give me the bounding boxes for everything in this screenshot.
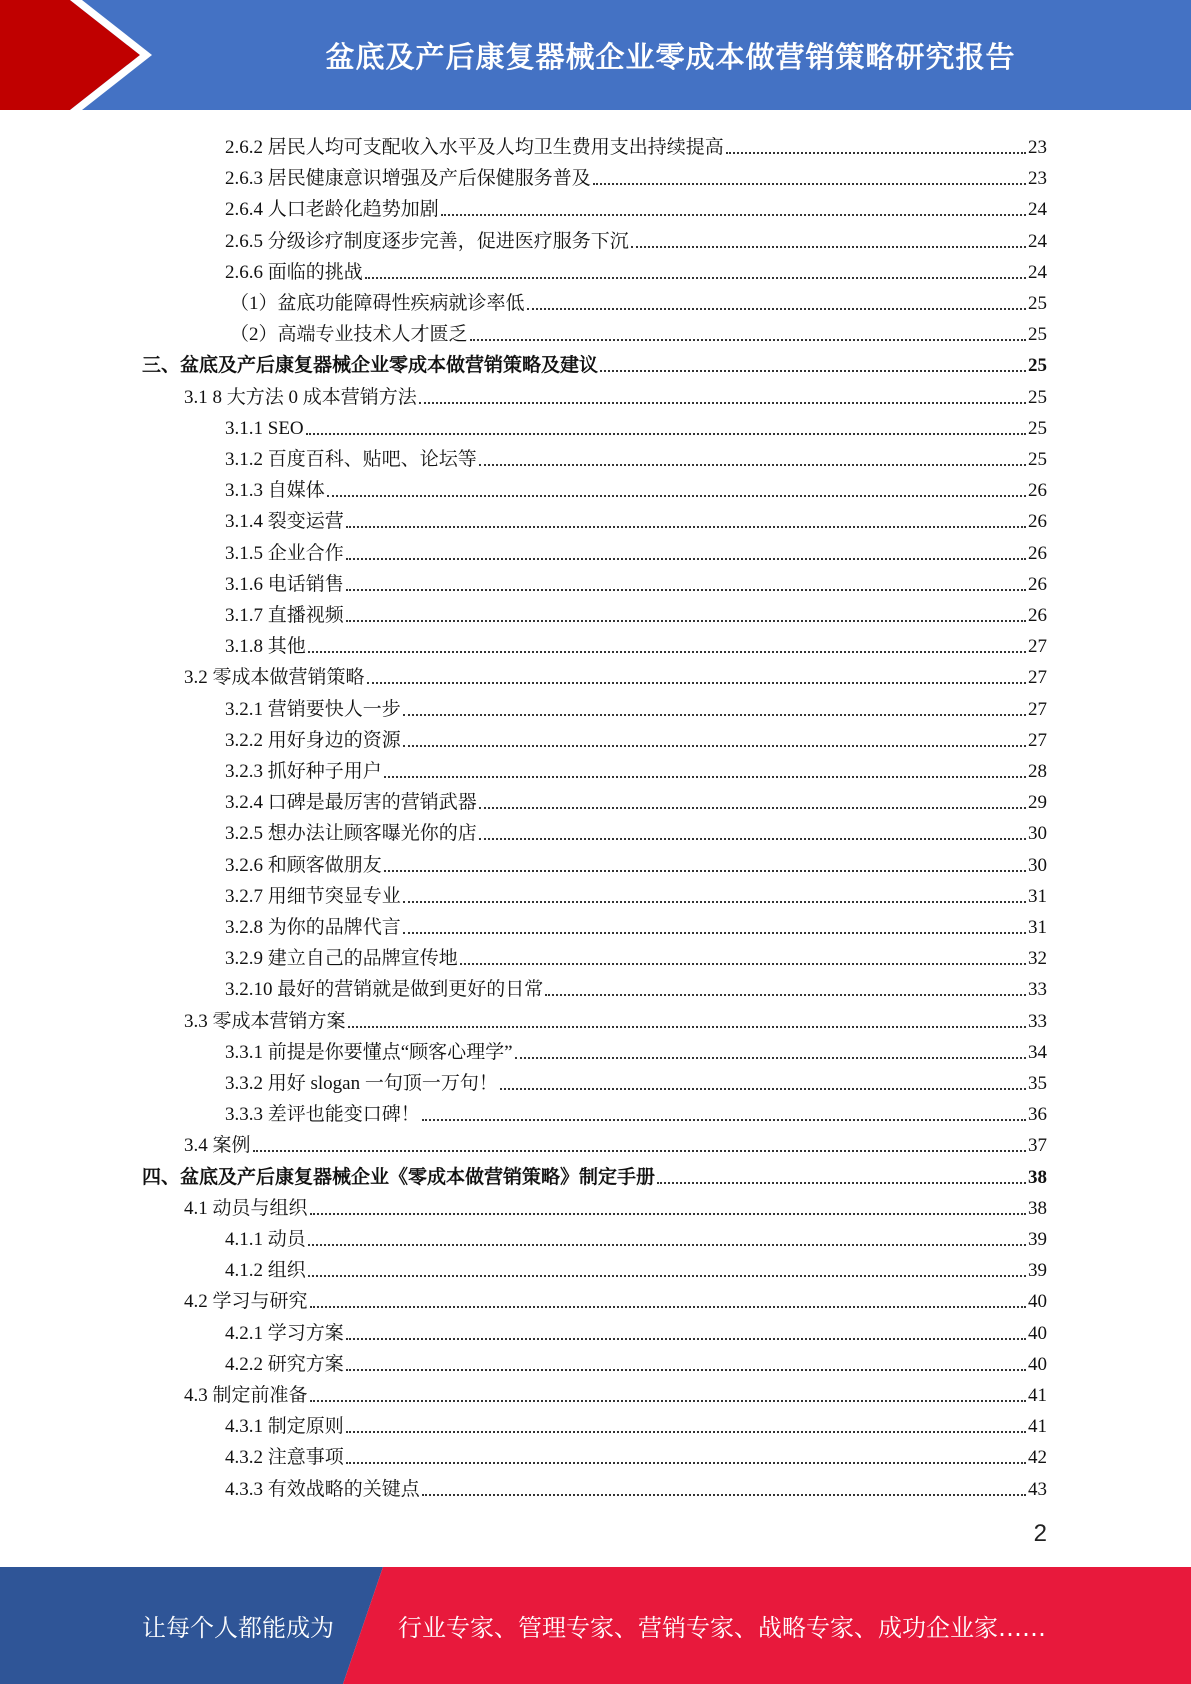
toc-entry[interactable] xyxy=(225,1220,1047,1251)
toc-entry-label: 4.1 动员与组织 xyxy=(184,1197,308,1219)
toc-leader-dots xyxy=(479,838,1026,840)
toc-entry-label: 3.3.2 用好 slogan 一句顶一万句！ xyxy=(225,1073,498,1094)
toc-leader-dots xyxy=(308,1275,1026,1277)
toc-entry-page: 24 xyxy=(1028,199,1047,221)
toc-entry-page: 26 xyxy=(1028,605,1047,626)
toc-entry-page: 34 xyxy=(1028,1041,1047,1063)
toc-entry-label: 3.3.3 差评也能变口碑！ xyxy=(225,1104,420,1126)
toc-entry[interactable] xyxy=(225,253,1047,284)
toc-leader-dots xyxy=(403,745,1026,747)
toc-entry[interactable] xyxy=(225,908,1047,939)
toc-entry[interactable] xyxy=(184,1126,1047,1157)
toc-entry[interactable] xyxy=(184,1189,1047,1220)
toc-leader-dots xyxy=(253,1150,1026,1152)
toc-leader-dots xyxy=(470,339,1026,341)
toc-entry[interactable] xyxy=(225,596,1047,627)
toc-entry[interactable] xyxy=(184,1282,1047,1313)
toc-entry[interactable] xyxy=(225,1470,1047,1501)
toc-entry-page: 32 xyxy=(1028,948,1047,970)
toc-entry-page: 26 xyxy=(1028,511,1047,533)
toc-entry[interactable] xyxy=(225,627,1047,658)
toc-entry-label: 3.3 零成本营销方案 xyxy=(184,1010,346,1032)
toc-entry[interactable] xyxy=(225,502,1047,533)
toc-entry[interactable] xyxy=(184,378,1047,409)
toc-entry[interactable] xyxy=(225,939,1047,970)
toc-entry-label: 3.2.1 营销要快人一步 xyxy=(225,698,401,720)
toc-entry-page: 27 xyxy=(1028,698,1047,720)
toc-entry-page: 40 xyxy=(1028,1322,1047,1344)
toc-leader-dots xyxy=(500,1088,1026,1090)
toc-entry-label: 3.2.3 抓好种子用户 xyxy=(225,761,382,782)
toc-entry-label: 3.1.3 自媒体 xyxy=(225,480,325,502)
toc-leader-dots xyxy=(310,1400,1026,1402)
page-number: 2 xyxy=(1033,1520,1047,1547)
toc-entry-label: 3.2 零成本做营销策略 xyxy=(184,667,365,689)
toc-entry-label: 3.1.4 裂变运营 xyxy=(225,511,344,533)
toc-entry[interactable] xyxy=(225,565,1047,596)
toc-entry-label: 2.6.3 居民健康意识增强及产后保健服务普及 xyxy=(225,168,591,190)
toc-entry-page: 23 xyxy=(1028,168,1047,190)
toc-leader-dots xyxy=(310,1306,1026,1308)
page-header xyxy=(0,0,1191,110)
toc-entry[interactable] xyxy=(225,190,1047,221)
toc-entry-label: 3.2.7 用细节突显专业 xyxy=(225,885,401,907)
toc-entry[interactable] xyxy=(184,1376,1047,1407)
toc-leader-dots xyxy=(346,589,1026,591)
toc-entry-label: 3.1.2 百度百科、贴吧、论坛等 xyxy=(225,449,477,470)
toc-leader-dots xyxy=(403,932,1026,934)
toc-entry[interactable] xyxy=(225,752,1047,783)
toc-entry[interactable] xyxy=(225,1438,1047,1469)
toc-entry-label: 4.3 制定前准备 xyxy=(184,1385,308,1406)
toc-entry-page: 29 xyxy=(1028,792,1047,814)
toc-entry-label: 3.1.7 直播视频 xyxy=(225,605,344,626)
toc-entry-page: 35 xyxy=(1028,1073,1047,1094)
toc-leader-dots xyxy=(631,246,1026,248)
toc-entry[interactable] xyxy=(225,1407,1047,1438)
toc-entry-label: 四、盆底及产后康复器械企业《零成本做营销策略》制定手册 xyxy=(142,1166,656,1188)
toc-entry[interactable] xyxy=(225,721,1047,752)
toc-entry-label: 4.2.2 研究方案 xyxy=(225,1353,344,1375)
toc-leader-dots xyxy=(346,1431,1026,1433)
toc-entry[interactable] xyxy=(225,846,1047,877)
toc-leader-dots xyxy=(346,1462,1026,1464)
toc-leader-dots xyxy=(419,402,1026,404)
toc-entry-page: 31 xyxy=(1028,885,1047,907)
toc-leader-dots xyxy=(515,1057,1026,1059)
toc-leader-dots xyxy=(346,1369,1026,1371)
toc-entry-page: 25 xyxy=(1028,293,1047,314)
toc-entry[interactable] xyxy=(225,1095,1047,1126)
toc-entry-page: 41 xyxy=(1028,1416,1047,1438)
toc-leader-dots xyxy=(306,433,1026,435)
toc-leader-dots xyxy=(346,558,1026,560)
toc-leader-dots xyxy=(384,776,1026,778)
toc-entry-page: 31 xyxy=(1028,917,1047,938)
toc-entry-label: 4.2 学习与研究 xyxy=(184,1291,308,1313)
toc-entry-page: 38 xyxy=(1028,1197,1047,1219)
toc-entry-label: （2）高端专业技术人才匮乏 xyxy=(230,324,468,346)
toc-entry-label: 3.2.8 为你的品牌代言 xyxy=(225,917,401,938)
toc-entry-label: 3.1.8 其他 xyxy=(225,636,306,658)
toc-entry-page: 26 xyxy=(1028,542,1047,564)
toc-entry-page: 39 xyxy=(1028,1229,1047,1250)
toc-leader-dots xyxy=(384,870,1026,872)
toc-entry-label: 3.2.6 和顾客做朋友 xyxy=(225,854,382,876)
toc-entry-label: 3.1.5 企业合作 xyxy=(225,542,344,564)
toc-entry-page: 25 xyxy=(1028,449,1047,470)
toc-leader-dots xyxy=(479,464,1026,466)
toc-entry-page: 25 xyxy=(1028,417,1047,439)
toc-entry-label: 4.3.1 制定原则 xyxy=(225,1416,344,1438)
toc-entry-label: 4.1.1 动员 xyxy=(225,1229,306,1250)
toc-entry-page: 40 xyxy=(1028,1353,1047,1375)
toc-entry-label: 3.3.1 前提是你要懂点“顾客心理学” xyxy=(225,1041,513,1063)
toc-leader-dots xyxy=(545,994,1026,996)
toc-leader-dots xyxy=(460,963,1026,965)
toc-entry-label: 2.6.6 面临的挑战 xyxy=(225,261,363,283)
toc-entry-label: 3.2.5 想办法让顾客曝光你的店 xyxy=(225,823,477,845)
toc-entry-page: 42 xyxy=(1028,1447,1047,1469)
toc-entry-page: 26 xyxy=(1028,480,1047,502)
toc-entry[interactable] xyxy=(225,159,1047,190)
toc-leader-dots xyxy=(422,1494,1026,1496)
toc-leader-dots xyxy=(346,620,1026,622)
toc-entry[interactable] xyxy=(230,315,1047,346)
toc-entry-page: 27 xyxy=(1028,667,1047,689)
toc-entry[interactable] xyxy=(184,658,1047,689)
toc-entry-label: 三、盆底及产后康复器械企业零成本做营销策略及建议 xyxy=(142,355,599,377)
header-title: 盆底及产后康复器械企业零成本做营销策略研究报告 xyxy=(325,39,1016,74)
toc-entry-page: 30 xyxy=(1028,854,1047,876)
toc-leader-dots xyxy=(348,1026,1026,1028)
toc-leader-dots xyxy=(441,214,1026,216)
toc-entry-page: 38 xyxy=(1028,1166,1047,1188)
footer-slogan-left: 让每个人都能成为 xyxy=(142,1614,334,1642)
toc-entry-label: （1）盆底功能障碍性疾病就诊率低 xyxy=(230,293,525,314)
toc-entry-page: 39 xyxy=(1028,1260,1047,1282)
toc-entry[interactable] xyxy=(225,1345,1047,1376)
toc-entry[interactable] xyxy=(225,877,1047,908)
toc-entry[interactable] xyxy=(225,471,1047,502)
toc-entry-label: 3.2.4 口碑是最厉害的营销武器 xyxy=(225,792,477,814)
toc-leader-dots xyxy=(422,1119,1026,1121)
page-footer xyxy=(0,1567,1191,1684)
toc-entry[interactable] xyxy=(225,222,1047,253)
toc-entry-label: 3.1.6 电话销售 xyxy=(225,573,344,595)
toc-entry-label: 3.2.2 用好身边的资源 xyxy=(225,729,401,751)
toc-entry-label: 3.1 8 大方法 0 成本营销方法 xyxy=(184,386,417,408)
toc-entry-label: 3.2.10 最好的营销就是做到更好的日常 xyxy=(225,979,544,1001)
toc-entry[interactable] xyxy=(225,1314,1047,1345)
toc-entry-page: 24 xyxy=(1028,261,1047,283)
toc-leader-dots xyxy=(365,277,1026,279)
toc-entry[interactable] xyxy=(225,1251,1047,1282)
toc-entry[interactable] xyxy=(225,409,1047,440)
toc-leader-dots xyxy=(403,714,1026,716)
toc-entry[interactable] xyxy=(225,1033,1047,1064)
toc-entry-page: 41 xyxy=(1028,1385,1047,1406)
toc-entry[interactable] xyxy=(225,970,1047,1001)
toc-leader-dots xyxy=(403,901,1026,903)
toc-leader-dots xyxy=(310,1213,1026,1215)
toc-entry-page: 28 xyxy=(1028,761,1047,782)
toc-entry-page: 25 xyxy=(1028,355,1047,377)
toc-entry-label: 4.3.3 有效战略的关键点 xyxy=(225,1478,420,1500)
toc-entry[interactable] xyxy=(225,814,1047,845)
toc-entry[interactable] xyxy=(225,783,1047,814)
toc-entry[interactable] xyxy=(225,440,1047,471)
toc-entry-page: 27 xyxy=(1028,729,1047,751)
toc-leader-dots xyxy=(346,1338,1026,1340)
toc-entry-label: 2.6.4 人口老龄化趋势加剧 xyxy=(225,199,439,221)
toc-entry-label: 3.1.1 SEO xyxy=(225,417,304,439)
toc-entry-page: 40 xyxy=(1028,1291,1047,1313)
toc-entry-label: 4.1.2 组织 xyxy=(225,1260,306,1282)
toc-entry-page: 24 xyxy=(1028,230,1047,252)
toc-leader-dots xyxy=(726,152,1026,154)
toc-entry[interactable] xyxy=(225,128,1047,159)
toc-entry-page: 23 xyxy=(1028,137,1047,158)
toc-leader-dots xyxy=(527,308,1026,310)
toc-entry[interactable] xyxy=(225,690,1047,721)
toc-leader-dots xyxy=(600,370,1026,372)
toc-entry[interactable] xyxy=(230,284,1047,315)
toc-entry-label: 4.2.1 学习方案 xyxy=(225,1322,344,1344)
toc-entry-page: 36 xyxy=(1028,1104,1047,1126)
toc-entry-page: 33 xyxy=(1028,1010,1047,1032)
toc-entry-page: 37 xyxy=(1028,1135,1047,1157)
toc-entry-label: 2.6.2 居民人均可支配收入水平及人均卫生费用支出持续提高 xyxy=(225,137,724,158)
toc-entry[interactable] xyxy=(225,534,1047,565)
toc-entry-page: 25 xyxy=(1028,324,1047,346)
footer-slogan-right: 行业专家、管理专家、营销专家、战略专家、成功企业家…… xyxy=(398,1614,1046,1642)
toc-entry-label: 2.6.5 分级诊疗制度逐步完善，促进医疗服务下沉 xyxy=(225,230,629,252)
toc-leader-dots xyxy=(327,495,1026,497)
toc-leader-dots xyxy=(657,1182,1026,1184)
toc-entry[interactable] xyxy=(225,1064,1047,1095)
toc-entry-page: 30 xyxy=(1028,823,1047,845)
toc-entry-label: 3.2.9 建立自己的品牌宣传地 xyxy=(225,948,458,970)
toc-leader-dots xyxy=(308,1244,1026,1246)
toc-leader-dots xyxy=(367,682,1026,684)
toc-leader-dots xyxy=(593,183,1026,185)
toc-entry-page: 27 xyxy=(1028,636,1047,658)
toc-leader-dots xyxy=(479,807,1026,809)
toc-entry[interactable] xyxy=(184,1002,1047,1033)
toc-entry[interactable] xyxy=(142,1158,1047,1189)
chevron-decoration-icon xyxy=(0,0,160,110)
toc-leader-dots xyxy=(308,651,1026,653)
toc-entry[interactable] xyxy=(142,346,1047,377)
toc-entry-label: 4.3.2 注意事项 xyxy=(225,1447,344,1469)
toc-entry-label: 3.4 案例 xyxy=(184,1135,251,1157)
toc-entry-page: 33 xyxy=(1028,979,1047,1001)
toc-entry-page: 43 xyxy=(1028,1478,1047,1500)
toc-leader-dots xyxy=(346,526,1026,528)
toc-entry-page: 26 xyxy=(1028,573,1047,595)
toc-entry-page: 25 xyxy=(1028,386,1047,408)
